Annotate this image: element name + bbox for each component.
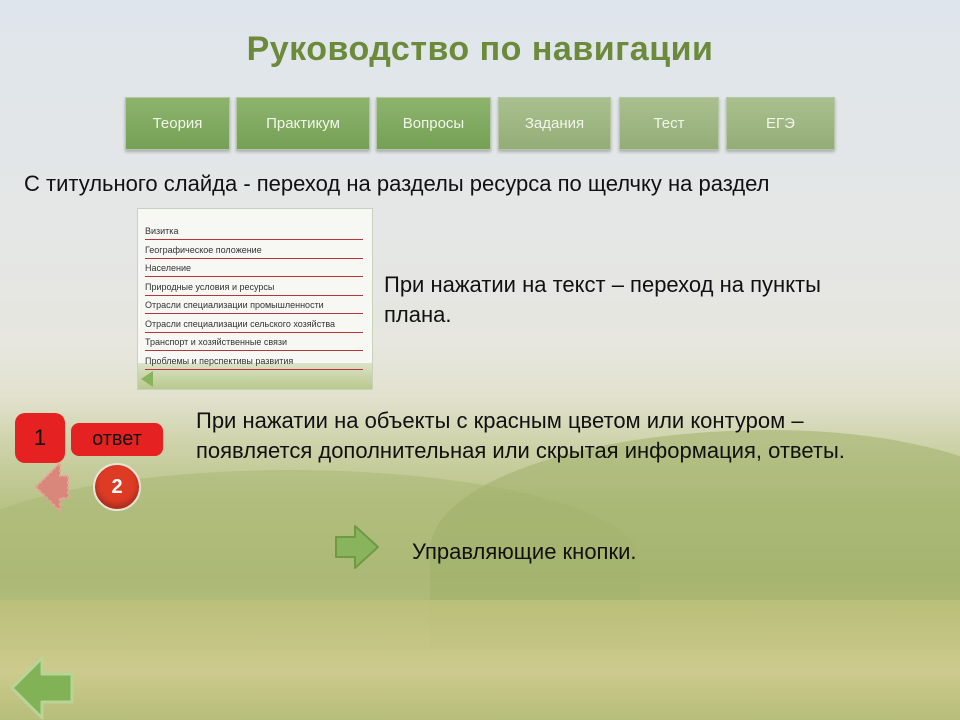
background-field [0, 600, 960, 720]
control-text: Управляющие кнопки. [412, 539, 637, 564]
page-title: Руководство по навигации [246, 30, 714, 68]
arrow-left-red-icon[interactable] [34, 460, 70, 514]
red-circle-button[interactable] [93, 463, 141, 511]
plan-item[interactable]: Отрасли специализации промышленности [145, 297, 363, 314]
arrow-left-icon[interactable] [10, 656, 74, 720]
red-number-box[interactable] [15, 413, 65, 463]
answer-button[interactable] [71, 423, 163, 456]
plan-item[interactable]: Проблемы и перспективы развития [145, 353, 363, 370]
tab-label: Вопросы [402, 115, 465, 132]
plan-preview [137, 208, 373, 390]
plan-item[interactable]: Визитка [145, 223, 363, 240]
tab-tasks[interactable] [498, 97, 611, 150]
plan-item[interactable]: Отрасли специализации сельского хозяйства [145, 316, 363, 333]
red-circle-label: 2 [111, 475, 123, 498]
arrow-right-icon[interactable] [333, 523, 381, 571]
answer-label: ответ [92, 428, 142, 450]
tab-label: Практикум [266, 115, 340, 132]
tab-theory[interactable] [125, 97, 230, 150]
tab-questions[interactable] [376, 97, 491, 150]
red-number-label: 1 [33, 425, 47, 450]
plan-text: При нажатии на текст – переход на пункты плана. [384, 272, 821, 327]
intro-text: С титульного слайда - переход на разделы ресурса по щелчку на раздел [24, 171, 770, 196]
tab-label: Теория [152, 115, 203, 132]
plan-item[interactable]: Население [145, 260, 363, 277]
tab-label: ЕГЭ [766, 115, 795, 132]
tab-test[interactable] [619, 97, 719, 150]
plan-item[interactable]: Географическое положение [145, 242, 363, 259]
red-objects-text: При нажатии на объекты с красным цветом или контуром – появляется дополнительная или скрытая информация, ответы. [196, 408, 845, 463]
plan-item[interactable]: Транспорт и хозяйственные связи [145, 334, 363, 351]
tab-practicum[interactable] [236, 97, 370, 150]
plan-item[interactable]: Природные условия и ресурсы [145, 279, 363, 296]
tab-label: Тест [653, 115, 685, 132]
tab-ege[interactable] [726, 97, 835, 150]
tab-label: Задания [524, 115, 585, 132]
arrow-left-icon[interactable] [141, 371, 153, 387]
